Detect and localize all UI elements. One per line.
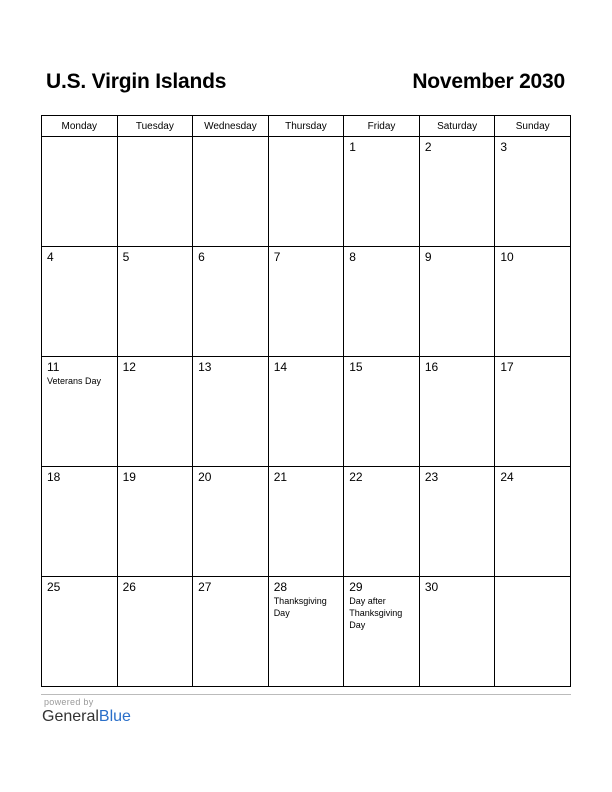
day-cell: [344, 357, 420, 467]
day-cell-content: [193, 137, 268, 140]
day-cell-content: [420, 467, 495, 484]
day-number: 15: [349, 360, 363, 374]
day-cell-content: [495, 137, 570, 154]
day-cell-content: [269, 137, 344, 140]
day-number: 20: [198, 470, 212, 484]
powered-by-text: powered by: [44, 697, 94, 707]
day-cell-content: [495, 357, 570, 374]
day-cell-content: [118, 467, 193, 484]
day-cell-content: [193, 467, 268, 484]
day-number: 17: [500, 360, 514, 374]
weekday-wednesday: Wednesday: [193, 116, 269, 137]
region-title: U.S. Virgin Islands: [46, 70, 227, 93]
day-number: 3: [500, 140, 508, 154]
generalblue-logo[interactable]: [42, 708, 131, 726]
day-cell-content: [269, 247, 344, 264]
day-cell: [419, 467, 495, 577]
day-number: 7: [273, 250, 281, 264]
day-number: 19: [122, 470, 136, 484]
holiday-label: Day after Thanksgiving Day: [349, 596, 403, 630]
day-cell: [193, 137, 269, 247]
day-number: 26: [122, 580, 136, 594]
day-cell: [268, 357, 344, 467]
day-cell-content: [420, 357, 495, 374]
day-cell: [193, 467, 269, 577]
day-cell-content: [344, 137, 419, 154]
day-cell-content: [42, 357, 117, 387]
day-cell: [419, 577, 495, 687]
day-number: 22: [349, 470, 363, 484]
weekday-monday: Monday: [42, 116, 118, 137]
day-cell-content: [42, 137, 117, 140]
day-number: 30: [424, 580, 439, 594]
day-number: 23: [424, 470, 439, 484]
weekday-friday: Friday: [344, 116, 420, 137]
day-cell: [268, 577, 344, 687]
day-cell-content: [495, 577, 570, 580]
day-number: 4: [47, 250, 54, 264]
day-number: 5: [122, 250, 130, 264]
week-row: [42, 247, 571, 357]
weekday-saturday: Saturday: [419, 116, 495, 137]
day-cell: [268, 467, 344, 577]
week-row: [42, 577, 571, 687]
day-cell: [495, 357, 571, 467]
day-cell: [117, 247, 193, 357]
calendar-grid: [41, 115, 571, 687]
day-number: 6: [198, 250, 205, 264]
day-cell: [344, 577, 420, 687]
day-cell: [42, 247, 118, 357]
holiday-label: Veterans Day: [47, 376, 102, 386]
footer-divider: [41, 694, 571, 695]
day-cell: [268, 137, 344, 247]
day-cell-content: [344, 467, 419, 484]
day-cell: [42, 357, 118, 467]
day-cell: [117, 357, 193, 467]
day-number: 25: [47, 580, 61, 594]
day-cell-content: [344, 247, 419, 264]
weekday-thursday: Thursday: [268, 116, 344, 137]
day-cell: [193, 357, 269, 467]
day-cell: [117, 137, 193, 247]
day-cell: [344, 137, 420, 247]
day-number: 1: [349, 140, 356, 154]
calendar-body: [42, 137, 571, 687]
day-cell-content: [118, 577, 193, 594]
day-cell: [42, 137, 118, 247]
day-cell: [344, 247, 420, 357]
day-cell-content: [495, 467, 570, 484]
day-cell: [268, 247, 344, 357]
day-number: 14: [273, 360, 288, 374]
day-number: 13: [198, 360, 212, 374]
day-cell: [42, 577, 118, 687]
day-cell-content: [269, 467, 344, 484]
day-cell-content: [193, 247, 268, 264]
day-cell: [419, 247, 495, 357]
weekday-sunday: Sunday: [495, 116, 571, 137]
day-cell-content: [420, 137, 495, 154]
day-number: 21: [273, 470, 288, 484]
day-cell: [193, 577, 269, 687]
day-cell-content: [420, 247, 495, 264]
day-cell: [419, 137, 495, 247]
day-cell-content: [193, 577, 268, 594]
day-number: 18: [47, 470, 61, 484]
day-cell-content: [42, 577, 117, 594]
day-cell: [42, 467, 118, 577]
day-number: 10: [500, 250, 514, 264]
day-cell-content: [118, 247, 193, 264]
day-cell: [419, 357, 495, 467]
day-cell-content: [420, 577, 495, 594]
holiday-label: Thanksgiving Day: [273, 596, 327, 618]
day-cell: [117, 577, 193, 687]
week-row: [42, 137, 571, 247]
day-number: 24: [500, 470, 514, 484]
month-title: November 2030: [412, 70, 565, 93]
day-cell: [117, 467, 193, 577]
brand-blue-text: Blue: [98, 708, 131, 725]
day-number: 16: [424, 360, 439, 374]
day-cell: [344, 467, 420, 577]
day-number: 28: [273, 580, 288, 594]
day-cell-content: [269, 357, 344, 374]
day-number: 27: [198, 580, 212, 594]
day-cell-content: [193, 357, 268, 374]
week-row: [42, 467, 571, 577]
day-cell: [193, 247, 269, 357]
day-cell-content: [495, 247, 570, 264]
day-number: 12: [122, 360, 136, 374]
weekday-header-row: [42, 116, 571, 137]
day-cell-content: [344, 577, 419, 631]
day-number: 2: [424, 140, 432, 154]
weekday-tuesday: Tuesday: [117, 116, 193, 137]
week-row: [42, 357, 571, 467]
day-cell: [495, 137, 571, 247]
brand-general-text: General: [42, 708, 99, 725]
day-cell-content: [42, 467, 117, 484]
day-cell-content: [118, 357, 193, 374]
day-number: 8: [349, 250, 356, 264]
day-cell: [495, 577, 571, 687]
day-number: 11: [47, 360, 60, 374]
day-cell-content: [344, 357, 419, 374]
day-number: 9: [424, 250, 432, 264]
day-cell-content: [118, 137, 193, 140]
day-cell: [495, 247, 571, 357]
day-number: 29: [349, 580, 363, 594]
day-cell-content: [269, 577, 344, 619]
day-cell-content: [42, 247, 117, 264]
day-cell: [495, 467, 571, 577]
